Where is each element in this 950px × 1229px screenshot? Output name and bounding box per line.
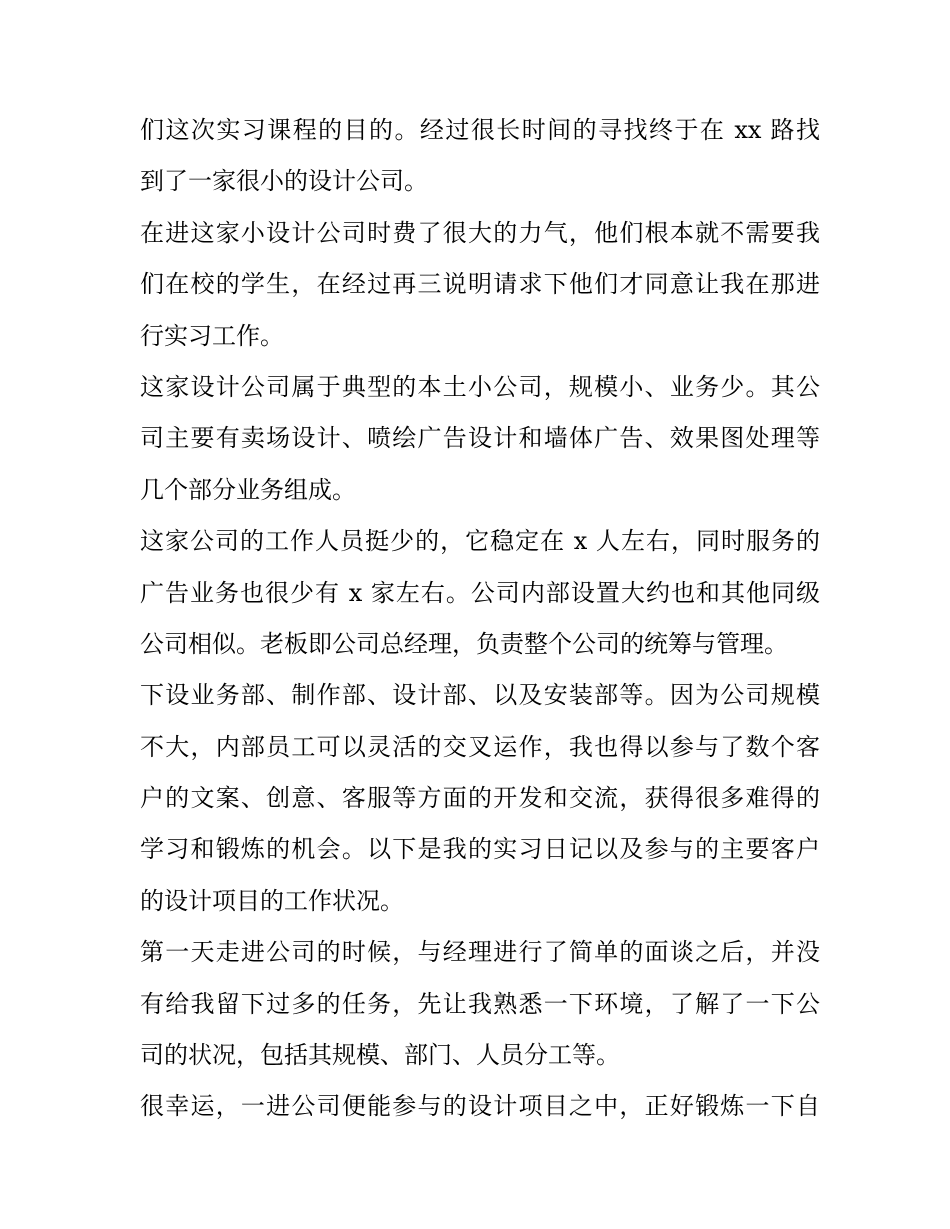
text-line: 有给我留下过多的任务，先让我熟悉一下环境，了解了一下公	[140, 989, 820, 1018]
text-line: 行实习工作。	[140, 321, 284, 350]
text-line: 司的状况，包括其规模、部门、人员分工等。	[140, 1041, 620, 1070]
text-line: 不大，内部员工可以灵活的交叉运作，我也得以参与了数个客	[140, 732, 820, 761]
text-line: 们在校的学生，在经过再三说明请求下他们才同意让我在那进	[140, 270, 820, 299]
text-line: 很幸运，一进公司便能参与的设计项目之中，正好锻炼一下自	[140, 1092, 820, 1121]
text-line: 户的文案、创意、客服等方面的开发和交流，获得很多难得的	[140, 784, 820, 813]
text-line: 公司相似。老板即公司总经理，负责整个公司的统筹与管理。	[140, 629, 788, 658]
text-line: 几个部分业务组成。	[140, 475, 356, 504]
body-text	[140, 105, 820, 1133]
text-line: 学习和锻炼的机会。以下是我的实习日记以及参与的主要客户	[140, 835, 820, 864]
text-line: 第一天走进公司的时候，与经理进行了简单的面谈之后，并没	[140, 938, 820, 967]
text-line: 下设业务部、制作部、设计部、以及安装部等。因为公司规模	[140, 681, 820, 710]
text-line: 到了一家很小的设计公司。	[140, 167, 428, 196]
text-line: 这家设计公司属于典型的本土小公司，规模小、业务少。其公	[140, 372, 820, 401]
text-line: 在进这家小设计公司时费了很大的力气，他们根本就不需要我	[140, 218, 820, 247]
text-line: 广告业务也很少有 x 家左右。公司内部设置大约也和其他同级	[140, 578, 820, 607]
text-line: 的设计项目的工作状况。	[140, 886, 404, 915]
text-line: 们这次实习课程的目的。经过很长时间的寻找终于在 xx 路找	[140, 116, 820, 144]
text-line: 司主要有卖场设计、喷绘广告设计和墙体广告、效果图处理等	[140, 424, 820, 453]
text-line: 这家公司的工作人员挺少的，它稳定在 x 人左右，同时服务的	[140, 527, 820, 556]
